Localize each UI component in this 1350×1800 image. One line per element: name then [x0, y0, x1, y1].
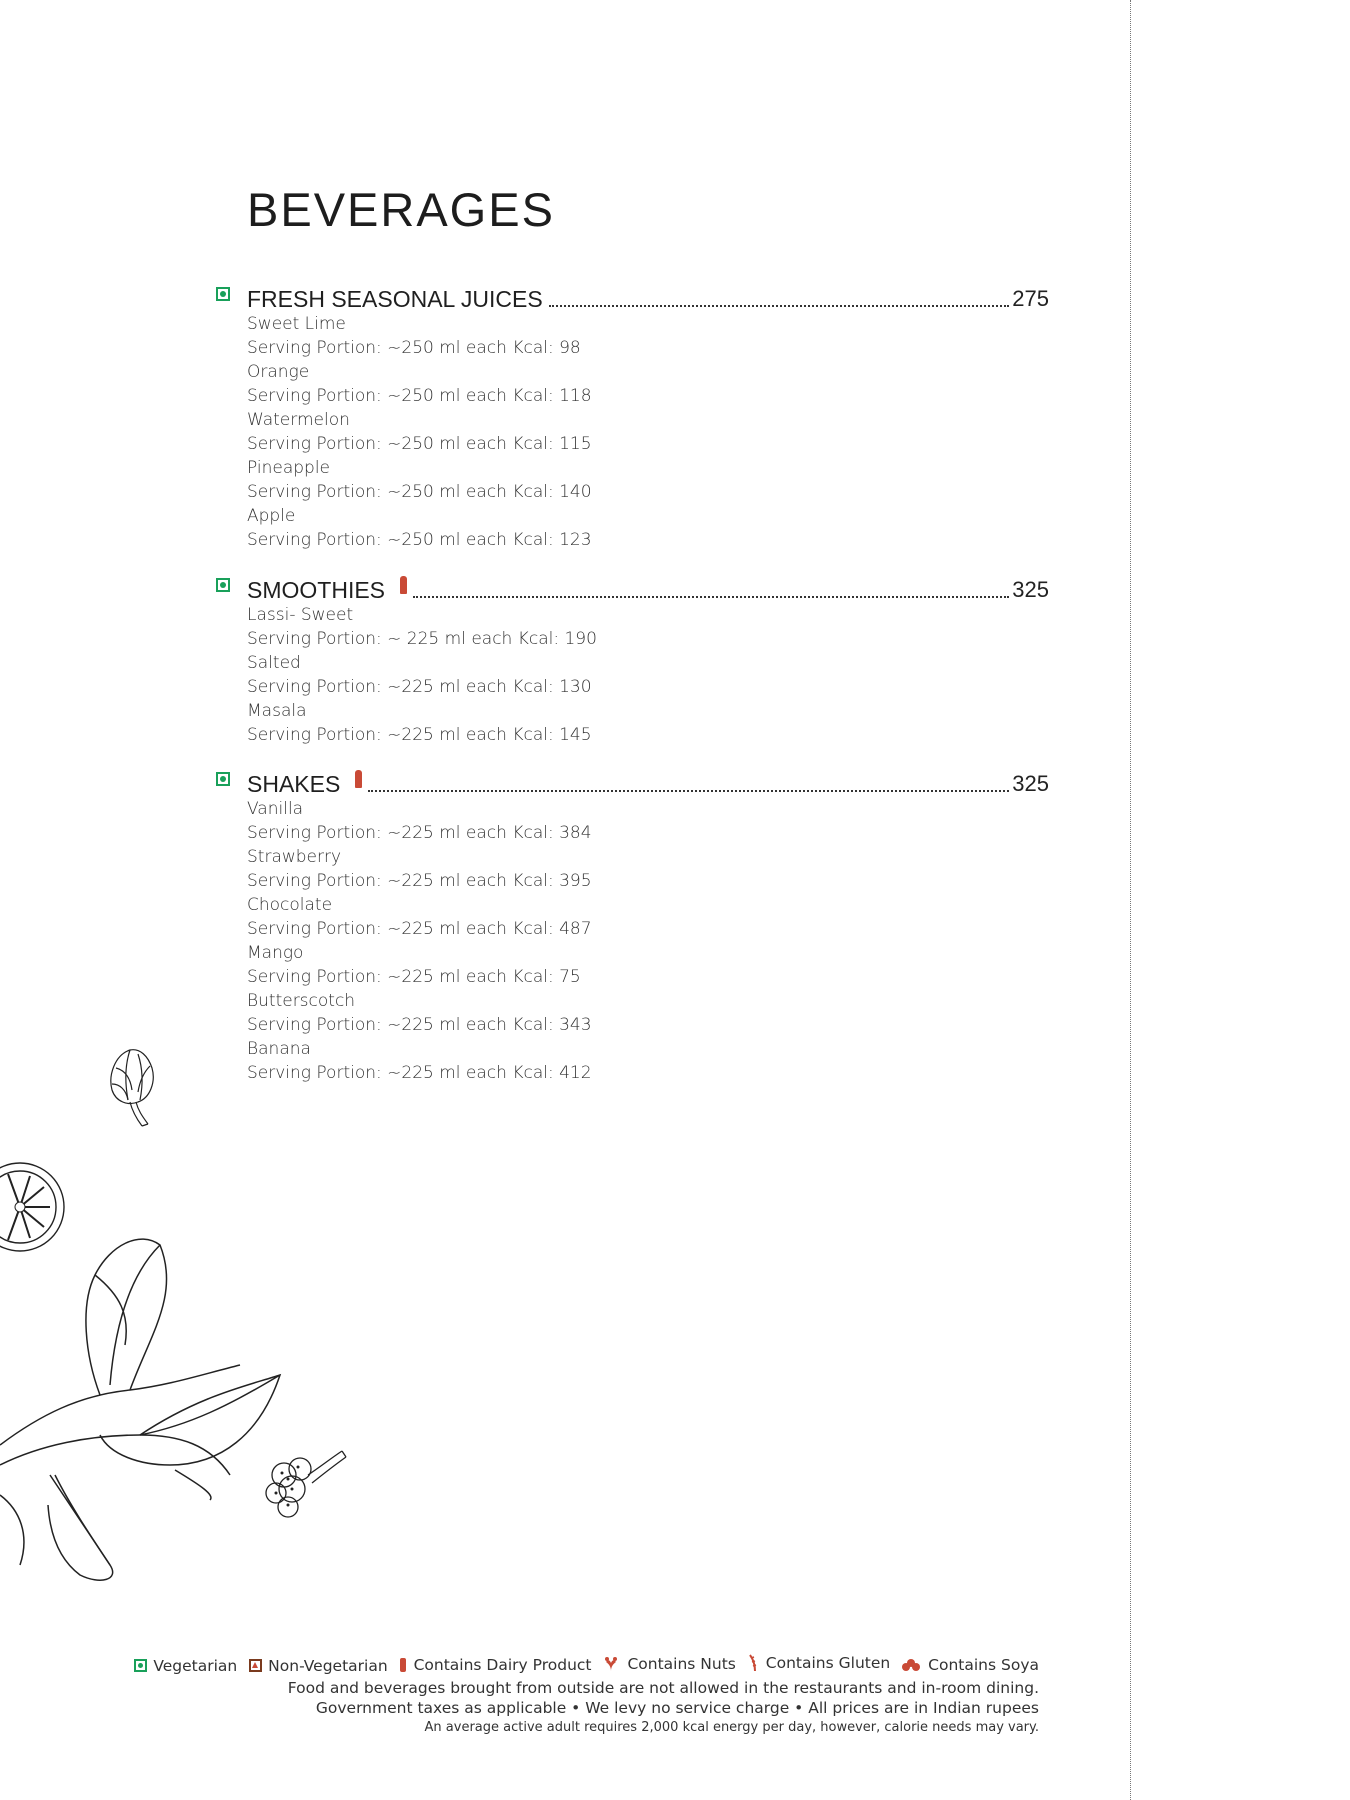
list-item: Masala — [247, 701, 307, 721]
section-price: 325 — [1012, 771, 1049, 796]
legend-label: Contains Nuts — [627, 1655, 736, 1673]
list-item: Serving Portion: ~225 ml each Kcal: 343 — [247, 1015, 592, 1035]
list-item: Serving Portion: ~225 ml each Kcal: 384 — [247, 823, 592, 843]
list-item: Salted — [247, 653, 301, 673]
section-header — [216, 573, 1049, 603]
list-item: Mango — [247, 943, 304, 963]
leafy-greens-illustration — [0, 1235, 310, 1585]
broccoli-illustration — [262, 1445, 352, 1530]
legend-nuts — [603, 1653, 735, 1675]
non-vegetarian-icon — [249, 1659, 262, 1672]
list-item: Serving Portion: ~225 ml each Kcal: 412 — [247, 1063, 592, 1083]
vegetarian-icon — [216, 772, 230, 786]
dairy-icon — [400, 1658, 406, 1672]
legend-label: Vegetarian — [153, 1656, 238, 1675]
list-item: Serving Portion: ~250 ml each Kcal: 98 — [247, 338, 581, 358]
legend-label: Contains Soya — [928, 1656, 1039, 1674]
legend-soya — [902, 1654, 1039, 1676]
item-list — [247, 603, 1049, 747]
dietary-legend — [134, 1652, 1039, 1678]
calorie-notice: An average active adult requires 2,000 kcal energy per day, however, calorie needs may vary. — [424, 1720, 1039, 1735]
outside-food-notice: Food and beverages brought from outside are not allowed in the restaurants and in-room dining. — [287, 1679, 1039, 1697]
legend-dairy — [400, 1654, 592, 1676]
section-title: SMOOTHIES — [247, 577, 386, 603]
list-item: Serving Portion: ~225 ml each Kcal: 395 — [247, 871, 592, 891]
list-item: Watermelon — [247, 410, 350, 430]
list-item: Serving Portion: ~250 ml each Kcal: 140 — [247, 482, 592, 502]
nuts-icon — [603, 1656, 619, 1672]
list-item: Strawberry — [247, 847, 342, 867]
section-price: 325 — [1012, 577, 1049, 602]
dotted-leader — [413, 596, 1009, 598]
list-item: Serving Portion: ~225 ml each Kcal: 487 — [247, 919, 592, 939]
legend-label: Contains Dairy Product — [413, 1656, 592, 1674]
list-item: Apple — [247, 506, 296, 526]
menu-section-smoothies — [216, 573, 1049, 747]
list-item: Serving Portion: ~225 ml each Kcal: 75 — [247, 967, 581, 987]
dotted-leader — [368, 790, 1009, 792]
dairy-icon — [355, 770, 362, 788]
list-item: Vanilla — [247, 799, 304, 819]
list-item: Serving Portion: ~250 ml each Kcal: 118 — [247, 386, 592, 406]
list-item: Serving Portion: ~250 ml each Kcal: 123 — [247, 530, 592, 550]
list-item: Serving Portion: ~225 ml each Kcal: 145 — [247, 725, 592, 745]
section-title: SHAKES — [247, 771, 341, 797]
list-item: Banana — [247, 1039, 311, 1059]
item-list — [247, 312, 1049, 552]
list-item: Lassi- Sweet — [247, 605, 354, 625]
vegetarian-icon — [216, 578, 230, 592]
section-price: 275 — [1012, 286, 1049, 311]
list-item: Serving Portion: ~250 ml each Kcal: 115 — [247, 434, 592, 454]
section-title: FRESH SEASONAL JUICES — [247, 286, 543, 312]
list-item: Pineapple — [247, 458, 331, 478]
list-item: Sweet Lime — [247, 314, 346, 334]
gluten-icon — [748, 1654, 758, 1672]
legend-gluten — [748, 1652, 890, 1674]
soya-icon — [902, 1658, 920, 1672]
legend-non-vegetarian — [249, 1655, 387, 1677]
list-item: Orange — [247, 362, 310, 382]
legend-label: Non-Vegetarian — [268, 1656, 388, 1675]
section-header — [216, 767, 1049, 797]
legend-vegetarian — [134, 1655, 237, 1677]
menu-section-shakes — [216, 767, 1049, 1085]
dotted-leader — [549, 305, 1010, 307]
list-item: Serving Portion: ~225 ml each Kcal: 130 — [247, 677, 592, 697]
menu-section-juices — [216, 282, 1049, 552]
vegetarian-icon — [134, 1659, 147, 1672]
list-item: Butterscotch — [247, 991, 356, 1011]
artichoke-illustration — [100, 1040, 170, 1130]
section-header — [216, 282, 1049, 312]
dairy-icon — [400, 576, 407, 594]
vegetarian-icon — [216, 287, 230, 301]
legend-label: Contains Gluten — [765, 1654, 891, 1672]
item-list — [247, 797, 1049, 1085]
footer-notes — [134, 1652, 1039, 1738]
tax-notice: Government taxes as applicable • We levy no service charge • All prices are in Indian rupees — [315, 1699, 1039, 1717]
list-item: Serving Portion: ~ 225 ml each Kcal: 190 — [247, 629, 597, 649]
page-edge-divider — [1130, 0, 1131, 1800]
page-title: BEVERAGES — [247, 183, 555, 236]
list-item: Chocolate — [247, 895, 333, 915]
